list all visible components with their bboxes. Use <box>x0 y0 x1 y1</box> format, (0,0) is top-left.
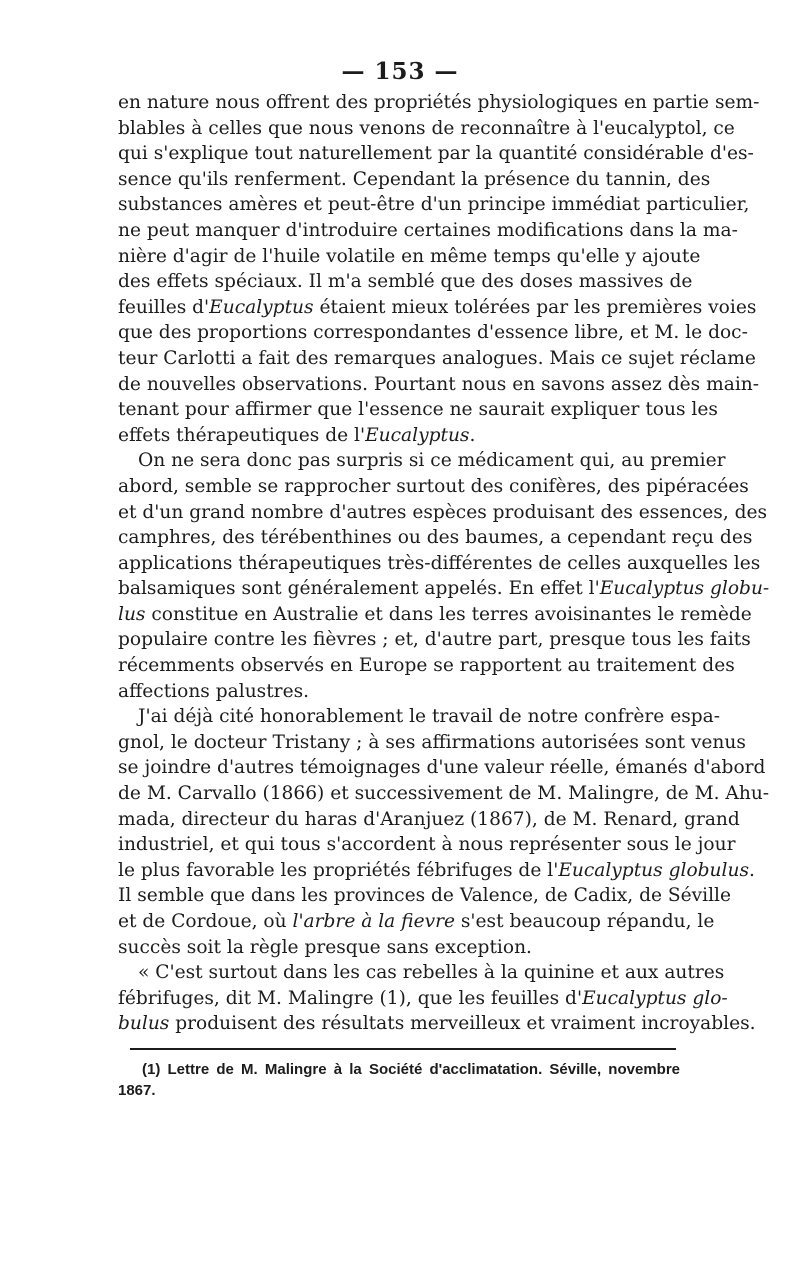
text-line <box>118 858 755 884</box>
text-line: sence qu'ils renferment. Cependant la présence du tannin, des <box>118 168 711 190</box>
text-line: succès soit la règle presque sans exception. <box>118 936 532 958</box>
text-line: mada, directeur du haras d'Aranjuez (1867), de M. Renard, grand <box>118 808 740 830</box>
text-line <box>118 576 770 602</box>
text-line: teur Carlotti a fait des remarques analogues. Mais ce sujet réclame <box>118 347 756 369</box>
text-segment: effets thérapeutiques de l' <box>118 424 366 446</box>
italic-term: Eucalyptus globulus <box>558 859 749 881</box>
text-segment: constitue en Australie et dans les terres avoisinantes le remède <box>145 603 752 625</box>
text-line: en nature nous offrent des propriétés physiologiques en partie sem- <box>118 92 760 113</box>
text-line: que des proportions correspondantes d'essence libre, et M. le doc- <box>118 322 748 344</box>
text-line: substances amères et peut-être d'un principe immédiat particulier, <box>118 194 750 216</box>
text-segment: produisent des résultats merveilleux et vraiment incroyables. <box>169 1013 756 1035</box>
text-line: ne peut manquer d'introduire certaines modifications dans la ma- <box>118 219 738 241</box>
text-line: Il semble que dans les provinces de Valence, de Cadix, de Séville <box>118 885 732 907</box>
text-segment: et de Cordoue, où <box>118 911 293 932</box>
text-segment: feuilles d' <box>118 296 210 318</box>
text-line <box>118 602 752 628</box>
text-line: populaire contre les fièvres ; et, d'autre part, presque tous les faits <box>118 629 751 651</box>
text-line: de nouvelles observations. Pourtant nous en savons assez dès main- <box>118 373 760 395</box>
text-line: qui s'explique tout naturellement par la quantité considérable d'es- <box>118 143 754 165</box>
italic-term: l'arbre à la fievre <box>292 911 455 932</box>
text-line: gnol, le docteur Tristany ; à ses affirmations autorisées sont venus <box>118 731 746 753</box>
text-segment: balsamiques sont généralement appelés. En effet l' <box>118 578 600 600</box>
text-line: « C'est surtout dans les cas rebelles à la quinine et aux autres <box>138 962 725 984</box>
italic-term: lus <box>118 603 146 625</box>
text-line <box>118 295 757 321</box>
text-line <box>118 909 715 935</box>
italic-term: Eucalyptus globu- <box>599 578 770 600</box>
footnote <box>118 1059 680 1101</box>
text-line: applications thérapeutiques très-différentes de celles auxquelles les <box>118 552 761 574</box>
text-line: tenant pour affirmer que l'essence ne saurait expliquer tous les <box>118 399 718 421</box>
text-segment: s'est beaucoup répandu, le <box>454 911 715 932</box>
text-line: affections palustres. <box>118 680 310 702</box>
text-line: de M. Carvallo (1866) et successivement de M. Malingre, de M. Ahu- <box>118 783 770 805</box>
text-line: des effets spéciaux. Il m'a semblé que des doses massives de <box>118 271 693 293</box>
footnote-line: 1867. <box>118 1082 156 1099</box>
text-line: abord, semble se rapprocher surtout des conifères, des pipéracées <box>118 475 749 497</box>
text-line <box>118 423 680 449</box>
italic-term: bulus <box>118 1013 170 1035</box>
text-line: nière d'agir de l'huile volatile en même temps qu'elle y ajoute <box>118 245 701 267</box>
text-segment: étaient mieux tolérées par les premières voies <box>313 296 757 318</box>
text-line: On ne sera donc pas surpris si ce médicament qui, au premier <box>138 450 726 472</box>
italic-term: Eucalyptus <box>209 296 314 318</box>
text-segment: . <box>469 424 476 446</box>
italic-term: Eucalyptus glo- <box>582 987 728 1009</box>
text-segment: fébrifuges, dit M. Malingre (1), que les feuilles d' <box>118 987 583 1009</box>
text-line: blables à celles que nous venons de reconnaître à l'eucalyptol, ce <box>118 117 735 139</box>
text-line: et d'un grand nombre d'autres espèces produisant des essences, des <box>118 501 768 523</box>
text-line: récemments observés en Europe se rapportent au traitement des <box>118 655 735 677</box>
text-line: industriel, et qui tous s'accordent à nous représenter sous le jour <box>118 834 736 856</box>
text-line <box>118 986 728 1012</box>
text-segment: le plus favorable les propriétés fébrifuges de l' <box>118 859 559 881</box>
footnote-line: (1) Lettre de M. Malingre à la Société d'acclimatation. Séville, novembre <box>142 1061 680 1078</box>
body-text <box>118 90 770 1037</box>
text-line: J'ai déjà cité honorablement le travail de notre confrère espa- <box>138 706 721 728</box>
italic-term: Eucalyptus <box>365 424 470 446</box>
text-line: camphres, des térébenthines ou des baumes, a cependant reçu des <box>118 527 753 549</box>
footnote-separator <box>130 1048 676 1050</box>
text-line: se joindre d'autres témoignages d'une valeur réelle, émanés d'abord <box>118 757 766 779</box>
text-line <box>118 1011 756 1037</box>
text-segment: . <box>749 859 755 881</box>
page-number: — 153 — <box>341 58 459 85</box>
